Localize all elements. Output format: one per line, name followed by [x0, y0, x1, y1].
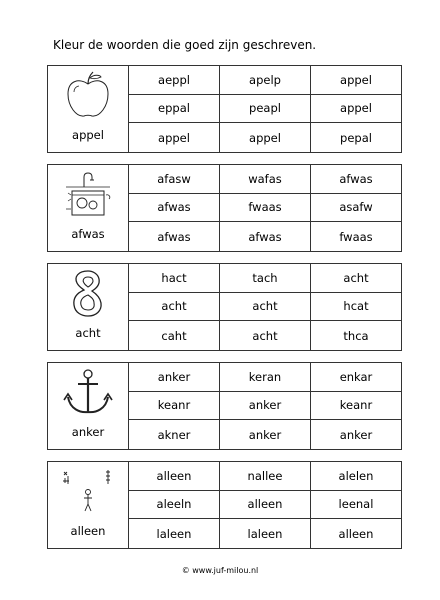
word-option-cell[interactable]: wafas: [220, 165, 311, 194]
word-options-grid: [129, 462, 401, 548]
word-option-cell[interactable]: nallee: [220, 462, 311, 491]
word-option-cell[interactable]: anker: [129, 363, 220, 392]
word-option-cell[interactable]: afwas: [311, 165, 401, 194]
word-option-cell[interactable]: anker: [220, 420, 311, 449]
word-option-cell[interactable]: appel: [129, 123, 220, 152]
target-word: acht: [75, 326, 101, 340]
word-option-cell[interactable]: acht: [220, 293, 311, 322]
word-option-cell[interactable]: aeppl: [129, 66, 220, 95]
word-option-cell[interactable]: anker: [220, 392, 311, 421]
picture-cell: [48, 66, 129, 152]
word-option-cell[interactable]: keran: [220, 363, 311, 392]
target-word: alleen: [70, 524, 106, 538]
number-eight-icon: [60, 268, 116, 318]
picture-cell: [48, 165, 129, 251]
word-option-cell[interactable]: caht: [129, 321, 220, 350]
exercise-block: [47, 263, 402, 351]
picture-cell: [48, 264, 129, 350]
word-options-grid: [129, 165, 401, 251]
word-option-cell[interactable]: akner: [129, 420, 220, 449]
word-option-cell[interactable]: eppal: [129, 95, 220, 124]
anchor-icon: [60, 367, 116, 417]
word-option-cell[interactable]: alelen: [311, 462, 401, 491]
word-option-cell[interactable]: laleen: [129, 519, 220, 548]
word-option-cell[interactable]: aleeln: [129, 491, 220, 520]
word-option-cell[interactable]: hcat: [311, 293, 401, 322]
word-options-grid: [129, 264, 401, 350]
word-option-cell[interactable]: asafw: [311, 194, 401, 223]
exercise-block: [47, 164, 402, 252]
word-option-cell[interactable]: acht: [311, 264, 401, 293]
word-option-cell[interactable]: apelp: [220, 66, 311, 95]
word-option-cell[interactable]: keanr: [311, 392, 401, 421]
dishwashing-icon: [60, 169, 116, 219]
target-word: anker: [71, 425, 105, 439]
word-options-grid: [129, 66, 401, 152]
word-option-cell[interactable]: alleen: [338, 526, 374, 541]
word-option-cell[interactable]: hact: [129, 264, 220, 293]
target-word: afwas: [71, 227, 105, 241]
word-option-cell[interactable]: fwaas: [220, 194, 311, 223]
word-option-cell[interactable]: laleen: [220, 519, 311, 548]
word-option-cell[interactable]: alleen: [220, 491, 311, 520]
word-option-cell[interactable]: pepal: [340, 130, 372, 145]
alone-person-icon: [60, 466, 116, 516]
apple-icon: [60, 70, 116, 120]
word-option-cell[interactable]: fwaas: [339, 229, 373, 244]
instruction-text: Kleur de woorden die goed zijn geschreven.: [53, 38, 317, 52]
word-option-cell[interactable]: appel: [311, 66, 401, 95]
word-option-cell[interactable]: afwas: [220, 222, 311, 251]
word-option-cell[interactable]: tach: [220, 264, 311, 293]
word-option-cell[interactable]: thca: [343, 328, 369, 343]
exercise-block: [47, 65, 402, 153]
picture-cell: [48, 363, 129, 449]
word-option-cell[interactable]: peapl: [220, 95, 311, 124]
target-word: appel: [72, 128, 104, 142]
word-option-cell[interactable]: acht: [129, 293, 220, 322]
word-option-cell[interactable]: enkar: [311, 363, 401, 392]
exercise-block: [47, 362, 402, 450]
picture-cell: [48, 462, 129, 548]
word-options-grid: [129, 363, 401, 449]
word-option-cell[interactable]: leenal: [311, 491, 401, 520]
word-option-cell[interactable]: afwas: [129, 194, 220, 223]
word-option-cell[interactable]: anker: [339, 427, 373, 442]
footer-copyright: © www.juf-milou.nl: [181, 566, 259, 575]
word-option-cell[interactable]: afasw: [129, 165, 220, 194]
exercise-block: [47, 461, 402, 549]
word-option-cell[interactable]: appel: [220, 123, 311, 152]
word-option-cell[interactable]: keanr: [129, 392, 220, 421]
word-option-cell[interactable]: acht: [220, 321, 311, 350]
word-option-cell[interactable]: afwas: [129, 222, 220, 251]
word-option-cell[interactable]: appel: [311, 95, 401, 124]
word-option-cell[interactable]: alleen: [129, 462, 220, 491]
